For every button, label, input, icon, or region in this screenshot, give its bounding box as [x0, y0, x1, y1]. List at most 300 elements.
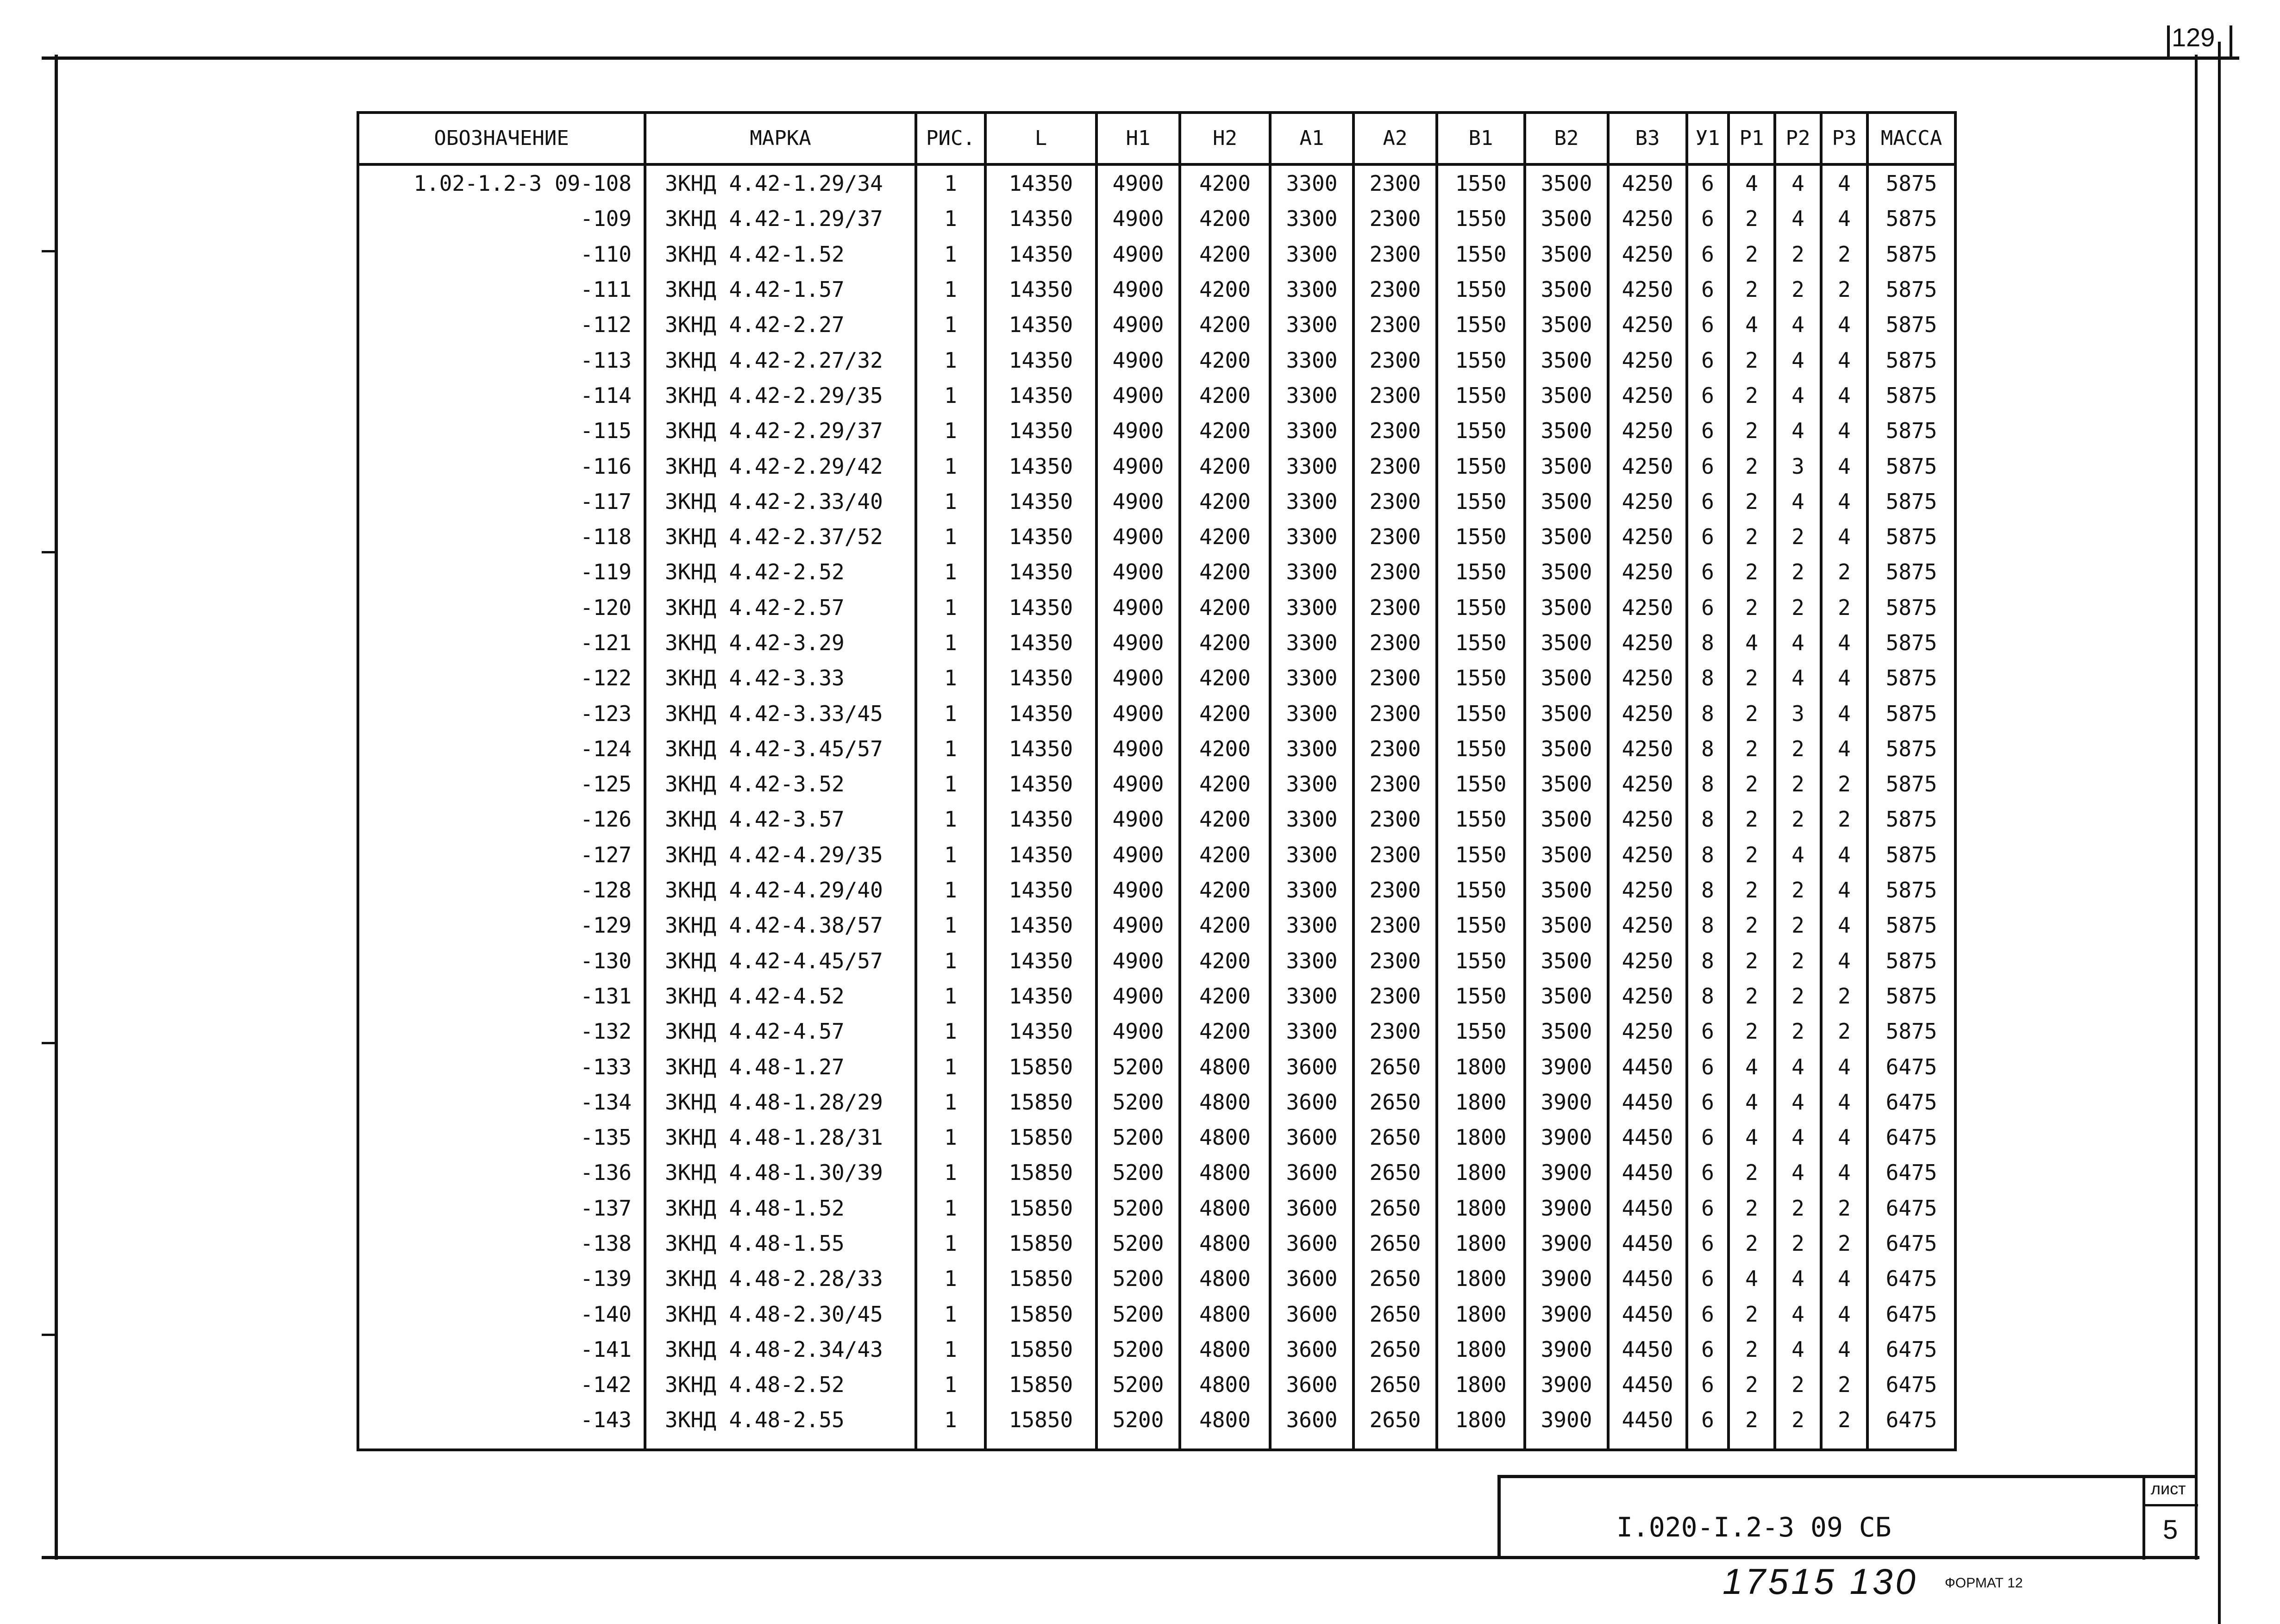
table-cell: 4900 [1096, 731, 1180, 766]
table-cell: 6 [1687, 1014, 1729, 1049]
table-cell: 2 [1729, 1014, 1775, 1049]
sheet-label: лист [2151, 1479, 2186, 1498]
table-cell: 2 [1821, 1014, 1867, 1049]
table-cell: 6475 [1867, 1085, 1955, 1120]
table-cell: 3600 [1270, 1191, 1353, 1226]
table-cell: 6 [1687, 237, 1729, 272]
table-cell: 4 [1775, 484, 1821, 519]
table-cell: 4250 [1608, 1014, 1687, 1049]
table-cell: 3500 [1525, 378, 1608, 413]
table-cell: 5875 [1867, 342, 1955, 377]
table-cell: 15850 [985, 1402, 1096, 1450]
table-cell: 15850 [985, 1049, 1096, 1084]
table-cell: 5875 [1867, 766, 1955, 802]
table-cell: 4450 [1608, 1085, 1687, 1120]
table-cell: 3900 [1525, 1261, 1608, 1296]
table-cell: 2650 [1353, 1261, 1437, 1296]
table-cell: 4200 [1180, 696, 1270, 731]
table-cell: 4 [1821, 519, 1867, 554]
table-cell: -120 [358, 590, 645, 625]
table-cell: 2650 [1353, 1402, 1437, 1450]
table-cell: 2 [1729, 837, 1775, 872]
table-cell: 8 [1687, 696, 1729, 731]
table-cell: 1800 [1437, 1085, 1525, 1120]
table-cell: ЗКНД 4.42-1.52 [645, 237, 916, 272]
table-cell: 3600 [1270, 1049, 1353, 1084]
table-row [358, 307, 1955, 342]
table-cell: ЗКНД 4.48-2.34/43 [645, 1332, 916, 1367]
table-cell: 1 [916, 484, 985, 519]
table-cell: -142 [358, 1367, 645, 1402]
table-cell: ЗКНД 4.48-1.28/29 [645, 1085, 916, 1120]
table-row [358, 872, 1955, 908]
table-cell: 2 [1729, 1332, 1775, 1367]
table-cell: 3300 [1270, 943, 1353, 978]
table-cell: 1 [916, 696, 985, 731]
table-cell: -130 [358, 943, 645, 978]
table-cell: 8 [1687, 837, 1729, 872]
column-header: A1 [1270, 113, 1353, 164]
table-cell: 4450 [1608, 1402, 1687, 1450]
table-cell: 1 [916, 413, 985, 448]
table-cell: 5200 [1096, 1085, 1180, 1120]
table-cell: 5200 [1096, 1297, 1180, 1332]
table-cell: ЗКНД 4.42-3.57 [645, 802, 916, 837]
table-cell: 6 [1687, 554, 1729, 589]
table-cell: 1800 [1437, 1402, 1525, 1450]
table-cell: 2300 [1353, 731, 1437, 766]
table-cell: 4900 [1096, 978, 1180, 1014]
table-cell: 4 [1821, 731, 1867, 766]
table-cell: 1 [916, 1402, 985, 1450]
table-cell: 6 [1687, 590, 1729, 625]
table-cell: 3300 [1270, 378, 1353, 413]
table-row [358, 1155, 1955, 1190]
table-cell: -118 [358, 519, 645, 554]
table-cell: 4450 [1608, 1049, 1687, 1084]
table-cell: 2300 [1353, 164, 1437, 201]
table-cell: 6 [1687, 484, 1729, 519]
table-cell: 4250 [1608, 378, 1687, 413]
table-cell: 2 [1729, 978, 1775, 1014]
table-cell: 2 [1821, 1191, 1867, 1226]
table-cell: 2 [1729, 660, 1775, 696]
table-cell: 3900 [1525, 1402, 1608, 1450]
table-cell: 3500 [1525, 413, 1608, 448]
table-cell: 1800 [1437, 1367, 1525, 1402]
table-cell: 14350 [985, 519, 1096, 554]
table-cell: 15850 [985, 1367, 1096, 1402]
table-cell: 8 [1687, 625, 1729, 660]
handwritten-note: 17515 130 [1723, 1561, 1918, 1602]
table-cell: 1 [916, 164, 985, 201]
table-cell: 14350 [985, 342, 1096, 377]
table-cell: 3500 [1525, 201, 1608, 236]
table-cell: 14350 [985, 943, 1096, 978]
table-cell: 2300 [1353, 237, 1437, 272]
table-cell: 2 [1729, 519, 1775, 554]
table-cell: 2300 [1353, 802, 1437, 837]
table-cell: 4 [1821, 660, 1867, 696]
table-cell: 6 [1687, 272, 1729, 307]
table-cell: 2 [1729, 731, 1775, 766]
table-cell: 4 [1821, 378, 1867, 413]
table-row [358, 625, 1955, 660]
table-cell: 2650 [1353, 1085, 1437, 1120]
table-cell: ЗКНД 4.48-2.28/33 [645, 1261, 916, 1296]
table-cell: 14350 [985, 908, 1096, 943]
table-cell: 4 [1821, 1297, 1867, 1332]
table-cell: 1550 [1437, 272, 1525, 307]
table-cell: 1800 [1437, 1049, 1525, 1084]
table-cell: 4250 [1608, 943, 1687, 978]
table-cell: 2 [1775, 1367, 1821, 1402]
page-number-bar [2167, 25, 2170, 58]
table-row [358, 484, 1955, 519]
table-cell: ЗКНД 4.42-4.38/57 [645, 908, 916, 943]
table-cell: 6475 [1867, 1120, 1955, 1155]
table-cell: ЗКНД 4.42-2.29/37 [645, 413, 916, 448]
table-cell: 2 [1775, 943, 1821, 978]
table-cell: 1 [916, 342, 985, 377]
table-cell: -119 [358, 554, 645, 589]
table-cell: 5875 [1867, 660, 1955, 696]
table-cell: 2 [1729, 590, 1775, 625]
table-cell: 3500 [1525, 837, 1608, 872]
table-cell: 4800 [1180, 1367, 1270, 1402]
table-cell: 3600 [1270, 1261, 1353, 1296]
table-cell: 1 [916, 201, 985, 236]
table-cell: 1 [916, 802, 985, 837]
table-cell: 6 [1687, 413, 1729, 448]
table-cell: ЗКНД 4.42-3.52 [645, 766, 916, 802]
table-cell: 4200 [1180, 590, 1270, 625]
table-cell: ЗКНД 4.48-1.27 [645, 1049, 916, 1084]
table-cell: -112 [358, 307, 645, 342]
table-cell: ЗКНД 4.42-1.29/34 [645, 164, 916, 201]
table-cell: 3300 [1270, 696, 1353, 731]
table-cell: 1 [916, 1261, 985, 1296]
table-cell: 2 [1821, 766, 1867, 802]
table-cell: 6475 [1867, 1297, 1955, 1332]
table-row [358, 1402, 1955, 1450]
table-cell: 3500 [1525, 519, 1608, 554]
table-cell: 2300 [1353, 342, 1437, 377]
table-cell: 1550 [1437, 554, 1525, 589]
table-cell: 15850 [985, 1191, 1096, 1226]
table-cell: 4 [1821, 1120, 1867, 1155]
table-cell: 5875 [1867, 625, 1955, 660]
table-cell: 4250 [1608, 696, 1687, 731]
table-cell: 8 [1687, 943, 1729, 978]
table-cell: 2 [1775, 237, 1821, 272]
table-cell: 4900 [1096, 943, 1180, 978]
table-cell: 4200 [1180, 342, 1270, 377]
table-cell: 1550 [1437, 731, 1525, 766]
table-cell: 2300 [1353, 625, 1437, 660]
table-cell: 2650 [1353, 1049, 1437, 1084]
table-cell: 4200 [1180, 731, 1270, 766]
table-row [358, 448, 1955, 483]
table-cell: 4200 [1180, 908, 1270, 943]
table-cell: 1 [916, 237, 985, 272]
table-cell: 2650 [1353, 1332, 1437, 1367]
table-cell: 4900 [1096, 837, 1180, 872]
table-cell: 4200 [1180, 307, 1270, 342]
table-cell: 3900 [1525, 1155, 1608, 1190]
table-cell: -111 [358, 272, 645, 307]
table-cell: 2 [1775, 554, 1821, 589]
table-cell: 3300 [1270, 731, 1353, 766]
table-cell: 3300 [1270, 872, 1353, 908]
table-cell: 2300 [1353, 554, 1437, 589]
table-cell: 15850 [985, 1155, 1096, 1190]
table-cell: 2 [1729, 908, 1775, 943]
table-cell: 4 [1775, 625, 1821, 660]
table-cell: 14350 [985, 201, 1096, 236]
table-cell: 2650 [1353, 1191, 1437, 1226]
column-header: Р3 [1821, 113, 1867, 164]
table-cell: 5875 [1867, 164, 1955, 201]
table-cell: -123 [358, 696, 645, 731]
table-cell: 4900 [1096, 237, 1180, 272]
table-cell: 4200 [1180, 1014, 1270, 1049]
table-cell: 15850 [985, 1297, 1096, 1332]
table-cell: 4250 [1608, 519, 1687, 554]
table-cell: 4 [1729, 1120, 1775, 1155]
table-cell: 1550 [1437, 696, 1525, 731]
table-cell: -143 [358, 1402, 645, 1450]
table-cell: 2 [1775, 519, 1821, 554]
table-cell: 14350 [985, 378, 1096, 413]
table-cell: 5200 [1096, 1402, 1180, 1450]
margin-tick [42, 551, 56, 553]
table-cell: 2300 [1353, 872, 1437, 908]
table-cell: 4450 [1608, 1120, 1687, 1155]
table-cell: 2300 [1353, 1014, 1437, 1049]
table-cell: 3300 [1270, 625, 1353, 660]
table-cell: 2 [1821, 978, 1867, 1014]
table-cell: 2 [1775, 1014, 1821, 1049]
table-cell: 5875 [1867, 872, 1955, 908]
column-header: ОБОЗНАЧЕНИЕ [358, 113, 645, 164]
table-cell: 3300 [1270, 201, 1353, 236]
table-cell: 1550 [1437, 164, 1525, 201]
table-row [358, 802, 1955, 837]
table-cell: 6 [1687, 342, 1729, 377]
table-row [358, 837, 1955, 872]
table-cell: 4250 [1608, 590, 1687, 625]
table-cell: 3600 [1270, 1402, 1353, 1450]
table-cell: 1 [916, 837, 985, 872]
table-cell: 3600 [1270, 1155, 1353, 1190]
table-cell: 2300 [1353, 519, 1437, 554]
table-cell: 4 [1775, 378, 1821, 413]
table-cell: 5875 [1867, 908, 1955, 943]
table-cell: 6 [1687, 1191, 1729, 1226]
table-cell: -121 [358, 625, 645, 660]
table-cell: 2650 [1353, 1155, 1437, 1190]
table-cell: 1800 [1437, 1332, 1525, 1367]
table-cell: 6475 [1867, 1191, 1955, 1226]
table-cell: 4800 [1180, 1049, 1270, 1084]
table-cell: 2 [1775, 272, 1821, 307]
table-cell: 4250 [1608, 554, 1687, 589]
table-cell: 5875 [1867, 590, 1955, 625]
table-cell: 4200 [1180, 837, 1270, 872]
table-row [358, 978, 1955, 1014]
column-header: Р1 [1729, 113, 1775, 164]
table-cell: 4 [1821, 1155, 1867, 1190]
table-cell: 6475 [1867, 1155, 1955, 1190]
table-cell: 5875 [1867, 484, 1955, 519]
table-cell: 3300 [1270, 413, 1353, 448]
table-cell: 4250 [1608, 766, 1687, 802]
table-cell: 3600 [1270, 1297, 1353, 1332]
table-cell: ЗКНД 4.42-2.57 [645, 590, 916, 625]
table-cell: 3600 [1270, 1120, 1353, 1155]
table-cell: 4900 [1096, 307, 1180, 342]
table-cell: ЗКНД 4.42-2.29/42 [645, 448, 916, 483]
table-cell: 1550 [1437, 837, 1525, 872]
table-cell: 1 [916, 519, 985, 554]
table-cell: 2300 [1353, 943, 1437, 978]
table-cell: 4200 [1180, 484, 1270, 519]
table-cell: 3900 [1525, 1120, 1608, 1155]
table-cell: 8 [1687, 908, 1729, 943]
table-cell: 6 [1687, 1155, 1729, 1190]
title-block-separator [2142, 1504, 2198, 1506]
table-cell: 1 [916, 731, 985, 766]
table-cell: 1550 [1437, 625, 1525, 660]
table-cell: 1550 [1437, 201, 1525, 236]
frame-right-line [2195, 55, 2198, 1560]
table-cell: 14350 [985, 1014, 1096, 1049]
table-cell: 4900 [1096, 378, 1180, 413]
column-header: РИС. [916, 113, 985, 164]
table-cell: 4900 [1096, 164, 1180, 201]
table-cell: 3300 [1270, 908, 1353, 943]
table-cell: 2300 [1353, 307, 1437, 342]
table-cell: 4900 [1096, 908, 1180, 943]
table-cell: 2300 [1353, 766, 1437, 802]
format-label: ФОРМАТ 12 [1945, 1575, 2023, 1591]
table-cell: 6 [1687, 307, 1729, 342]
table-cell: 4 [1821, 696, 1867, 731]
table-cell: 3600 [1270, 1332, 1353, 1367]
table-cell: 2300 [1353, 272, 1437, 307]
table-cell: 2 [1775, 731, 1821, 766]
table-cell: 14350 [985, 802, 1096, 837]
table-cell: 4250 [1608, 413, 1687, 448]
table-cell: 4450 [1608, 1155, 1687, 1190]
table-cell: 2 [1729, 1367, 1775, 1402]
table-cell: 2 [1729, 696, 1775, 731]
table-cell: 1800 [1437, 1261, 1525, 1296]
table-cell: 4250 [1608, 201, 1687, 236]
table-cell: -115 [358, 413, 645, 448]
table-cell: 4 [1775, 1120, 1821, 1155]
column-header: H1 [1096, 113, 1180, 164]
table-cell: 1550 [1437, 307, 1525, 342]
table-cell: ЗКНД 4.42-3.33 [645, 660, 916, 696]
table-row [358, 1297, 1955, 1332]
table-cell: 4 [1821, 872, 1867, 908]
table-cell: 1800 [1437, 1297, 1525, 1332]
table-cell: ЗКНД 4.42-4.29/35 [645, 837, 916, 872]
table-cell: 3500 [1525, 660, 1608, 696]
table-cell: 3500 [1525, 802, 1608, 837]
table-cell: 4 [1729, 307, 1775, 342]
table-row [358, 378, 1955, 413]
table-cell: 4900 [1096, 696, 1180, 731]
table-cell: 3500 [1525, 943, 1608, 978]
table-cell: 14350 [985, 872, 1096, 908]
table-cell: 4200 [1180, 378, 1270, 413]
table-cell: ЗКНД 4.42-3.45/57 [645, 731, 916, 766]
table-cell: 4900 [1096, 802, 1180, 837]
margin-tick [42, 1042, 56, 1044]
table-cell: 4450 [1608, 1191, 1687, 1226]
table-cell: 4 [1775, 837, 1821, 872]
table-cell: 6475 [1867, 1049, 1955, 1084]
table-cell: 1550 [1437, 590, 1525, 625]
table-cell: ЗКНД 4.48-1.30/39 [645, 1155, 916, 1190]
table-cell: ЗКНД 4.42-4.52 [645, 978, 916, 1014]
table-cell: 5200 [1096, 1226, 1180, 1261]
table-cell: 6 [1687, 1261, 1729, 1296]
table-cell: 2 [1729, 1155, 1775, 1190]
table-cell: 4200 [1180, 660, 1270, 696]
table-cell: 4800 [1180, 1085, 1270, 1120]
table-row [358, 1332, 1955, 1367]
table-cell: 4 [1821, 1049, 1867, 1084]
table-cell: 3500 [1525, 625, 1608, 660]
table-cell: 4900 [1096, 766, 1180, 802]
table-cell: 4200 [1180, 766, 1270, 802]
table-cell: ЗКНД 4.42-2.27/32 [645, 342, 916, 377]
table-cell: 1550 [1437, 943, 1525, 978]
table-cell: ЗКНД 4.42-4.45/57 [645, 943, 916, 978]
table-cell: 4 [1775, 307, 1821, 342]
table-cell: 5875 [1867, 696, 1955, 731]
table-row [358, 943, 1955, 978]
table-row [358, 201, 1955, 236]
table-cell: 1.02-1.2-3 09-108 [358, 164, 645, 201]
table-cell: 3 [1775, 448, 1821, 483]
table-cell: 8 [1687, 766, 1729, 802]
table-cell: -131 [358, 978, 645, 1014]
table-cell: 4200 [1180, 164, 1270, 201]
table-header-row [358, 113, 1955, 164]
table-cell: 2 [1729, 943, 1775, 978]
table-cell: 3300 [1270, 590, 1353, 625]
table-cell: 4450 [1608, 1332, 1687, 1367]
table-cell: 4800 [1180, 1402, 1270, 1450]
table-cell: 3900 [1525, 1226, 1608, 1261]
table-cell: 4200 [1180, 943, 1270, 978]
table-cell: 2 [1729, 766, 1775, 802]
table-cell: ЗКНД 4.42-2.27 [645, 307, 916, 342]
table-cell: 3500 [1525, 448, 1608, 483]
table-cell: 6475 [1867, 1226, 1955, 1261]
table-cell: -128 [358, 872, 645, 908]
table-cell: 6475 [1867, 1367, 1955, 1402]
table-row [358, 1367, 1955, 1402]
table-cell: 6 [1687, 201, 1729, 236]
table-cell: -137 [358, 1191, 645, 1226]
table-cell: 4 [1775, 413, 1821, 448]
